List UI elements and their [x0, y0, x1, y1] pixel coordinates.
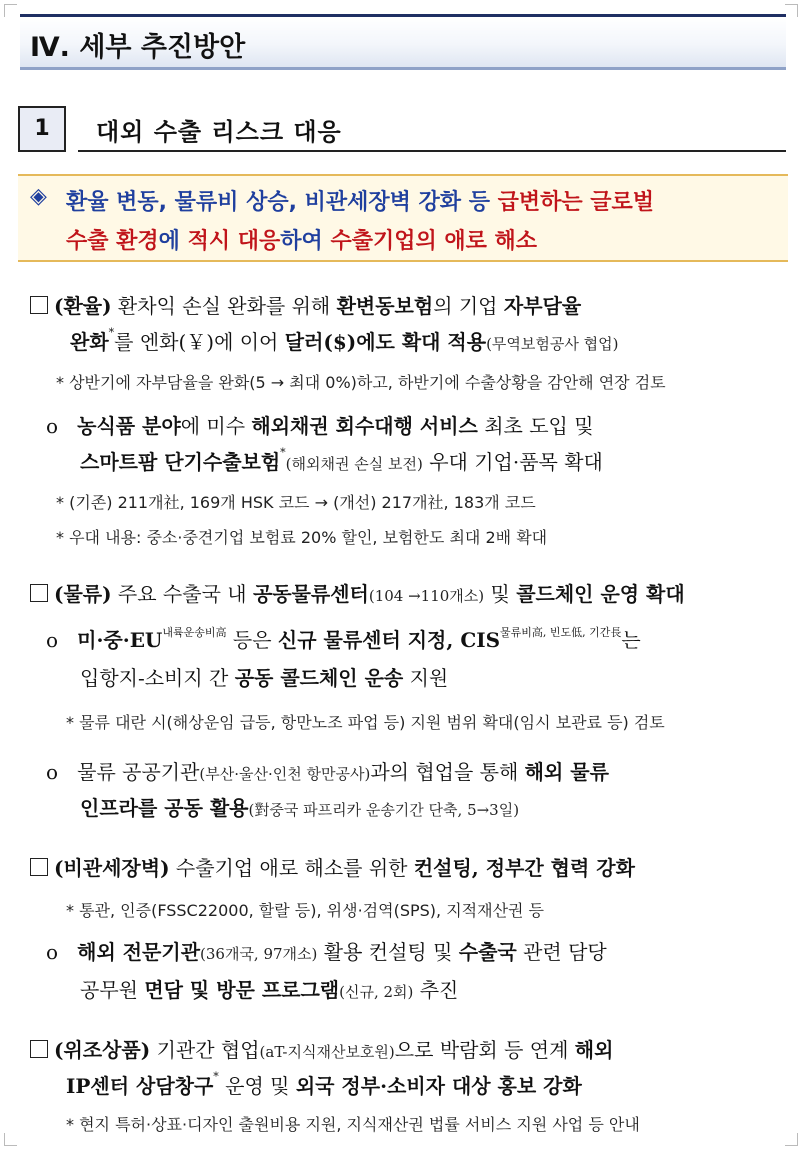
- text-run: 기관간 협업: [150, 1038, 260, 1062]
- text-run: 자부담율: [503, 294, 582, 318]
- subsection-title-bar: [78, 110, 786, 152]
- subsection-title: 대외 수출 리스크 대응: [96, 118, 342, 146]
- text-run: 신규 물류센터 지정: [277, 628, 447, 652]
- summary-box: [18, 174, 788, 262]
- text-run: 관련 담당: [516, 940, 607, 964]
- diamond-bullet-icon: ◈: [30, 184, 47, 209]
- checkbox-square-icon: [30, 584, 48, 602]
- item-fx-line-1: [30, 290, 581, 319]
- text-run: 에: [158, 229, 188, 254]
- item-ntb-line-1: [30, 852, 635, 881]
- text-run: 공무원: [80, 978, 145, 1002]
- item-agri-note-2: * 우대 내용: 중소·중견기업 보험료 20% 할인, 보험한도 최대 2배 확대: [56, 528, 548, 547]
- text-run: 는: [621, 628, 641, 652]
- circle-bullet-icon: ο: [46, 760, 59, 784]
- text-run: 해외채권 회수대행 서비스: [251, 414, 478, 438]
- item-agri-line-2: [80, 446, 603, 475]
- text-run: , CIS: [446, 628, 501, 652]
- text-run: 으로 박람회 등 연계: [394, 1038, 575, 1062]
- text-run: 의 기업: [433, 294, 504, 318]
- text-run: 및: [484, 582, 517, 606]
- text-run: (비관세장벽): [54, 856, 170, 880]
- text-run: 를 엔화(￥)에 이어: [114, 330, 285, 354]
- text-run: 수출기업 애로 해소를 위한: [169, 856, 414, 880]
- text-run: 외국 정부·소비자 대상 홍보 강화: [295, 1074, 582, 1098]
- text-run: 인프라를 공동 활용: [80, 796, 249, 820]
- text-run: 에 미수: [180, 414, 252, 438]
- text-run: 스마트팜 단기수출보험: [80, 450, 281, 474]
- text-run: 우대 기업·품목 확대: [422, 450, 603, 474]
- text-run: 최초 도입 및: [477, 414, 594, 438]
- summary-line-2: [66, 224, 537, 255]
- text-run: 환율 변동, 물류비 상승, 비관세장벽 강화 등: [66, 190, 498, 215]
- circle-bullet-icon: ο: [46, 940, 59, 964]
- item-logistics-line-1: [30, 578, 685, 607]
- text-run: 환차익 손실 완화를 위해: [111, 294, 337, 318]
- text-run: 수출 환경: [66, 229, 159, 254]
- summary-line-1: [66, 185, 654, 216]
- text-run: 미·중·EU: [77, 628, 163, 652]
- text-run: *: [108, 326, 115, 339]
- item-counterfeit-line-1: [30, 1034, 613, 1063]
- page-corner-mark: [785, 1133, 798, 1146]
- item-counterfeit-line-2: [66, 1070, 582, 1099]
- text-run: 완화: [70, 330, 109, 354]
- text-run: (위조상품): [54, 1038, 151, 1062]
- item-ntb-note: * 통관, 인증(FSSC22000, 할랄 등), 위생·검역(SPS), 지적재산권 등: [66, 901, 545, 920]
- text-run: 컨설팅, 정부간 협력 강화: [413, 856, 635, 880]
- checkbox-square-icon: [30, 296, 48, 314]
- section-header: [20, 14, 786, 70]
- text-run: (물류): [54, 582, 112, 606]
- text-run: 입항지-소비지 간: [80, 666, 235, 690]
- text-run: 추진: [413, 978, 459, 1002]
- text-run: 운영 및: [218, 1074, 296, 1098]
- text-run: 지원: [403, 666, 449, 690]
- text-run: 해외 물류: [524, 760, 609, 784]
- text-run: 면담 및 방문 프로그램: [144, 978, 340, 1002]
- subsection-number: 1: [18, 106, 66, 152]
- page-corner-mark: [4, 4, 17, 17]
- text-run: 등은: [226, 628, 278, 652]
- item-counterfeit-note: * 현지 특허·상표·디자인 출원비용 지원, 지식재산권 법률 서비스 지원 사업 등 안내: [66, 1115, 640, 1134]
- text-run: 환변동보험: [336, 294, 434, 318]
- text-run: 달러($)에도 확대 적용: [284, 330, 487, 354]
- text-run: 활용 컨설팅 및: [317, 940, 459, 964]
- item-logistics-sub2-line-1: [46, 756, 609, 785]
- item-agri-line-1: [46, 410, 594, 439]
- item-ntb-sub1-line-2: [80, 974, 458, 1003]
- text-run: (신규, 2회): [339, 983, 414, 1001]
- text-run: 콜드체인 운영 확대: [516, 582, 685, 606]
- text-run: 해외: [574, 1038, 614, 1062]
- text-run: *: [280, 446, 286, 459]
- text-run: 공동 콜드체인 운송: [234, 666, 404, 690]
- section-title: Ⅳ. 세부 추진방안: [30, 32, 246, 63]
- text-run: 내륙운송비高: [162, 626, 227, 639]
- text-run: 물류비高, 빈도低, 기간長: [500, 626, 622, 639]
- page-corner-mark: [785, 4, 798, 17]
- text-run: 주요 수출국 내: [111, 582, 253, 606]
- checkbox-square-icon: [30, 1040, 48, 1058]
- item-ntb-sub1-line-1: [46, 936, 607, 965]
- text-run: (무역보험공사 협업): [486, 335, 619, 353]
- checkbox-square-icon: [30, 858, 48, 876]
- text-run: 수출국: [458, 940, 517, 964]
- circle-bullet-icon: ο: [46, 628, 59, 652]
- text-run: (36개국, 97개소): [200, 945, 318, 963]
- text-run: *: [213, 1070, 219, 1083]
- text-run: 해외 전문기관: [77, 940, 201, 964]
- text-run: 급변하는 글로벌: [497, 190, 655, 215]
- text-run: (해외채권 손실 보전): [285, 455, 423, 473]
- item-logistics-sub1-line-2: [80, 662, 448, 691]
- item-fx-note: * 상반기에 자부담율을 완화(5 → 최대 0%)하고, 하반기에 수출상황을 감안해 연장 검토: [56, 373, 666, 392]
- text-run: 농식품 분야: [77, 414, 181, 438]
- page-corner-mark: [4, 1133, 17, 1146]
- circle-bullet-icon: ο: [46, 414, 59, 438]
- text-run: 공동물류센터: [252, 582, 369, 606]
- text-run: IP센터 상담창구: [66, 1074, 214, 1098]
- item-logistics-sub2-line-2: [80, 792, 519, 821]
- text-run: 과의 협업을 통해: [370, 760, 525, 784]
- text-run: 하여: [280, 229, 331, 254]
- text-run: (부산·울산·인천 항만공사): [199, 765, 371, 783]
- text-run: (aT-지식재산보호원): [259, 1043, 395, 1061]
- text-run: (對중국 파프리카 운송기간 단축, 5→3일): [248, 801, 520, 819]
- text-run: (104 →110개소): [368, 587, 485, 605]
- text-run: 적시 대응: [187, 229, 281, 254]
- text-run: (환율): [54, 294, 112, 318]
- item-logistics-note: * 물류 대란 시(해상운임 급등, 항만노조 파업 등) 지원 범위 확대(임시 보관료 등) 검토: [66, 713, 665, 732]
- item-logistics-sub1-line-1: [46, 624, 641, 653]
- text-run: 수출기업의 애로 해소: [330, 229, 538, 254]
- text-run: 물류 공공기관: [77, 760, 200, 784]
- item-agri-note-1: * (기존) 211개社, 169개 HSK 코드 → (개선) 217개社, 183개 코드: [56, 493, 536, 512]
- item-fx-line-2: [70, 326, 618, 355]
